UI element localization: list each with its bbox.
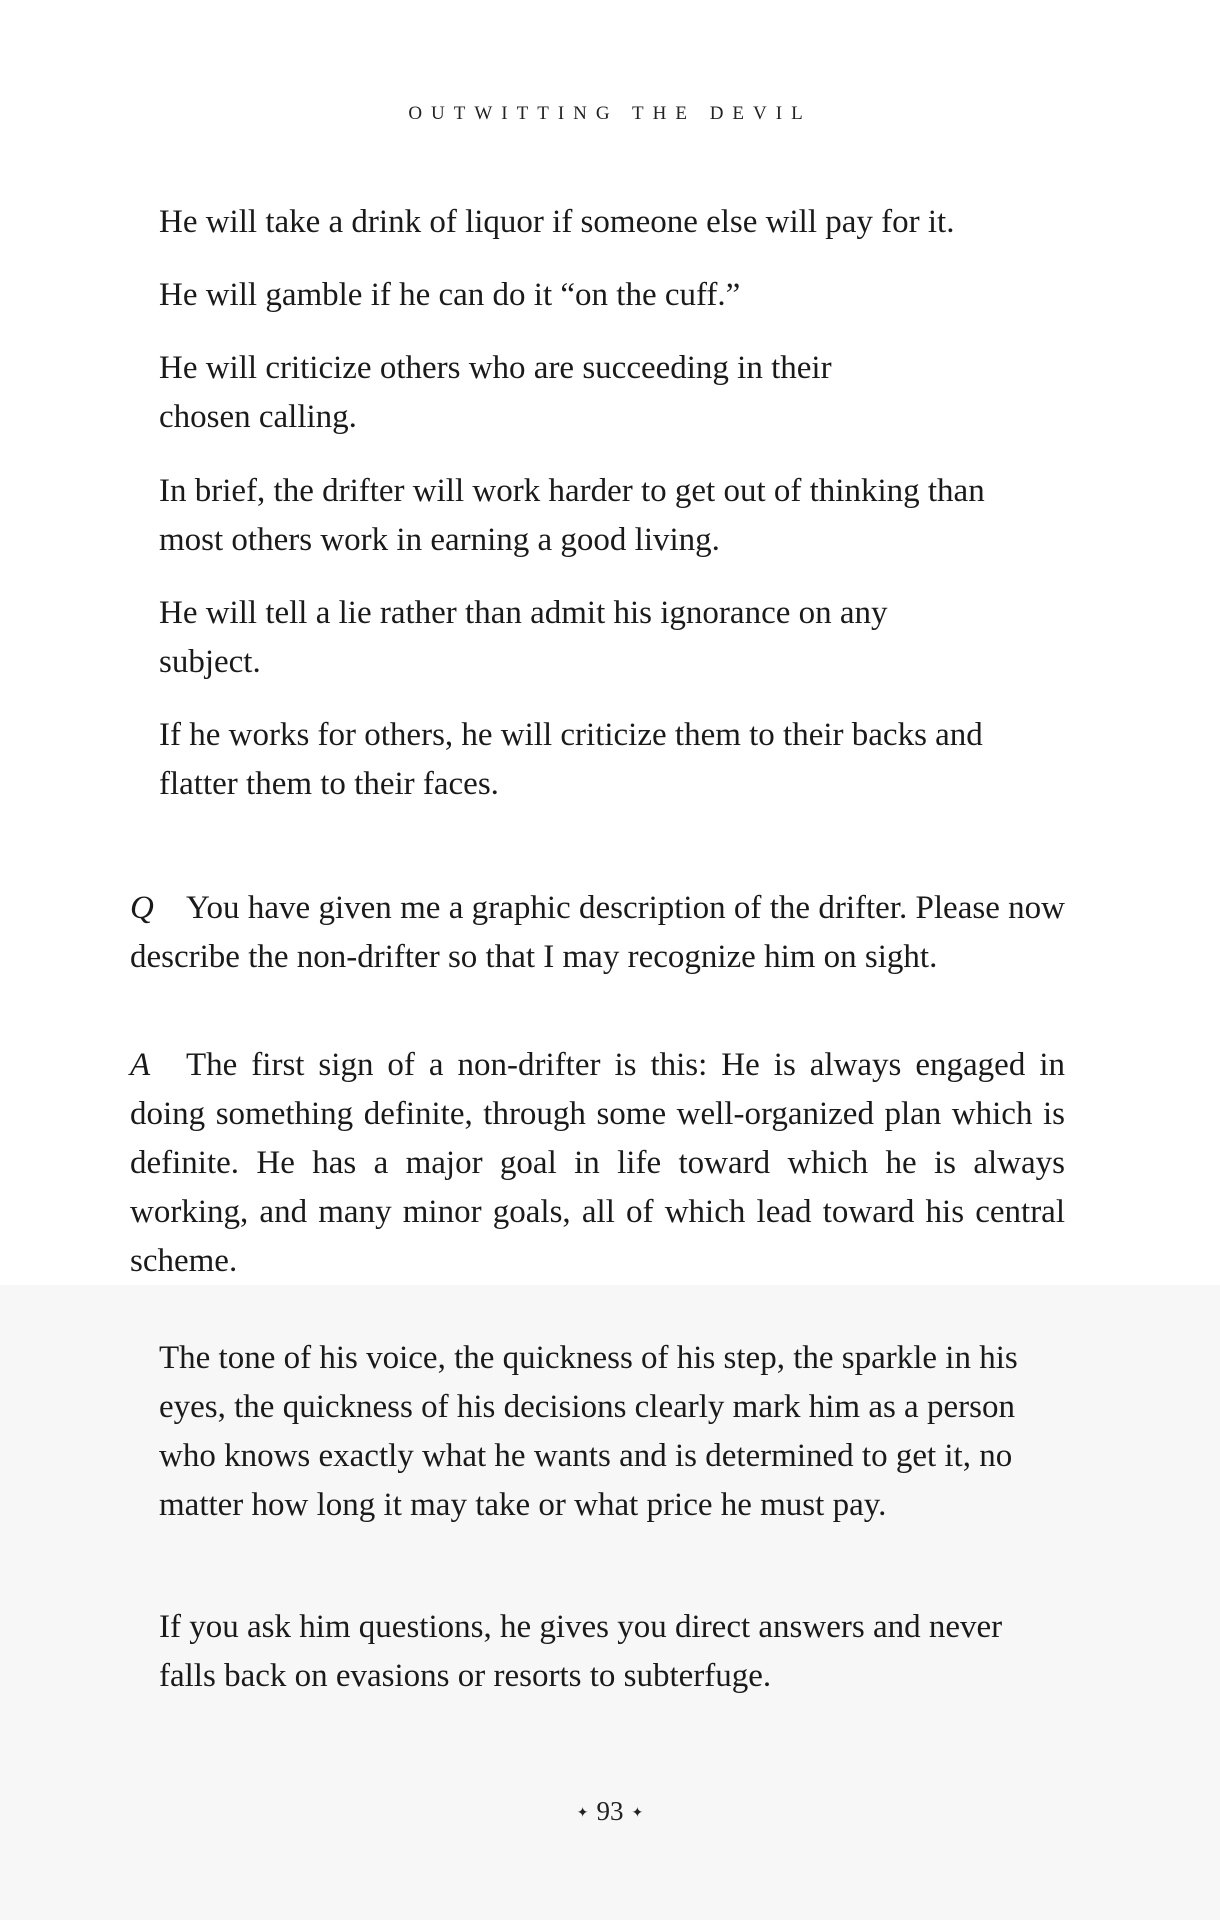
paragraph-flatter: If he works for others, he will criticize them to their backs and flatter them to their faces. [159, 717, 983, 802]
ornament-left-icon: ✦ [576, 1806, 589, 1822]
question-block [130, 884, 1065, 982]
page-folio [0, 1796, 1220, 1827]
answer-text: The first sign of a non-drifter is this: He is always engaged in doing something definite, through some well-organized plan which is definite. He has a major goal in life toward which he is always working, and many minor goals, all of which lead toward his central scheme. [130, 1047, 1065, 1279]
page-number: 93 [596, 1796, 624, 1826]
paragraph-tone-of-voice: The tone of his voice, the quickness of his step, the sparkle in his eyes, the quickness of his decisions clearly mark him as a person who knows exactly what he wants and is determined to get it, no matter how long it may take or what price he must pay. [159, 1340, 1018, 1523]
running-head: OUTWITTING THE DEVIL [408, 103, 812, 124]
paragraph-direct-answers: If you ask him questions, he gives you direct answers and never falls back on evasions or resorts to subterfuge. [159, 1609, 1003, 1694]
question-label: Q [130, 890, 154, 926]
ornament-right-icon: ✦ [631, 1806, 644, 1822]
paragraph-liquor: He will take a drink of liquor if someone else will pay for it. [159, 204, 955, 240]
paragraph-in-brief: In brief, the drifter will work harder to get out of thinking than most others work in earning a good living. [159, 473, 985, 558]
answer-label: A [130, 1047, 151, 1083]
paragraph-criticize: He will criticize others who are succeeding in their chosen calling. [159, 350, 832, 435]
answer-block [130, 1041, 1065, 1286]
paragraph-lie: He will tell a lie rather than admit his ignorance on any subject. [159, 595, 888, 680]
paragraph-gamble: He will gamble if he can do it “on the cuff.” [159, 277, 741, 313]
question-text: You have given me a graphic description of the drifter. Please now describe the non-drifter so that I may recognize him on sight. [130, 890, 1065, 975]
